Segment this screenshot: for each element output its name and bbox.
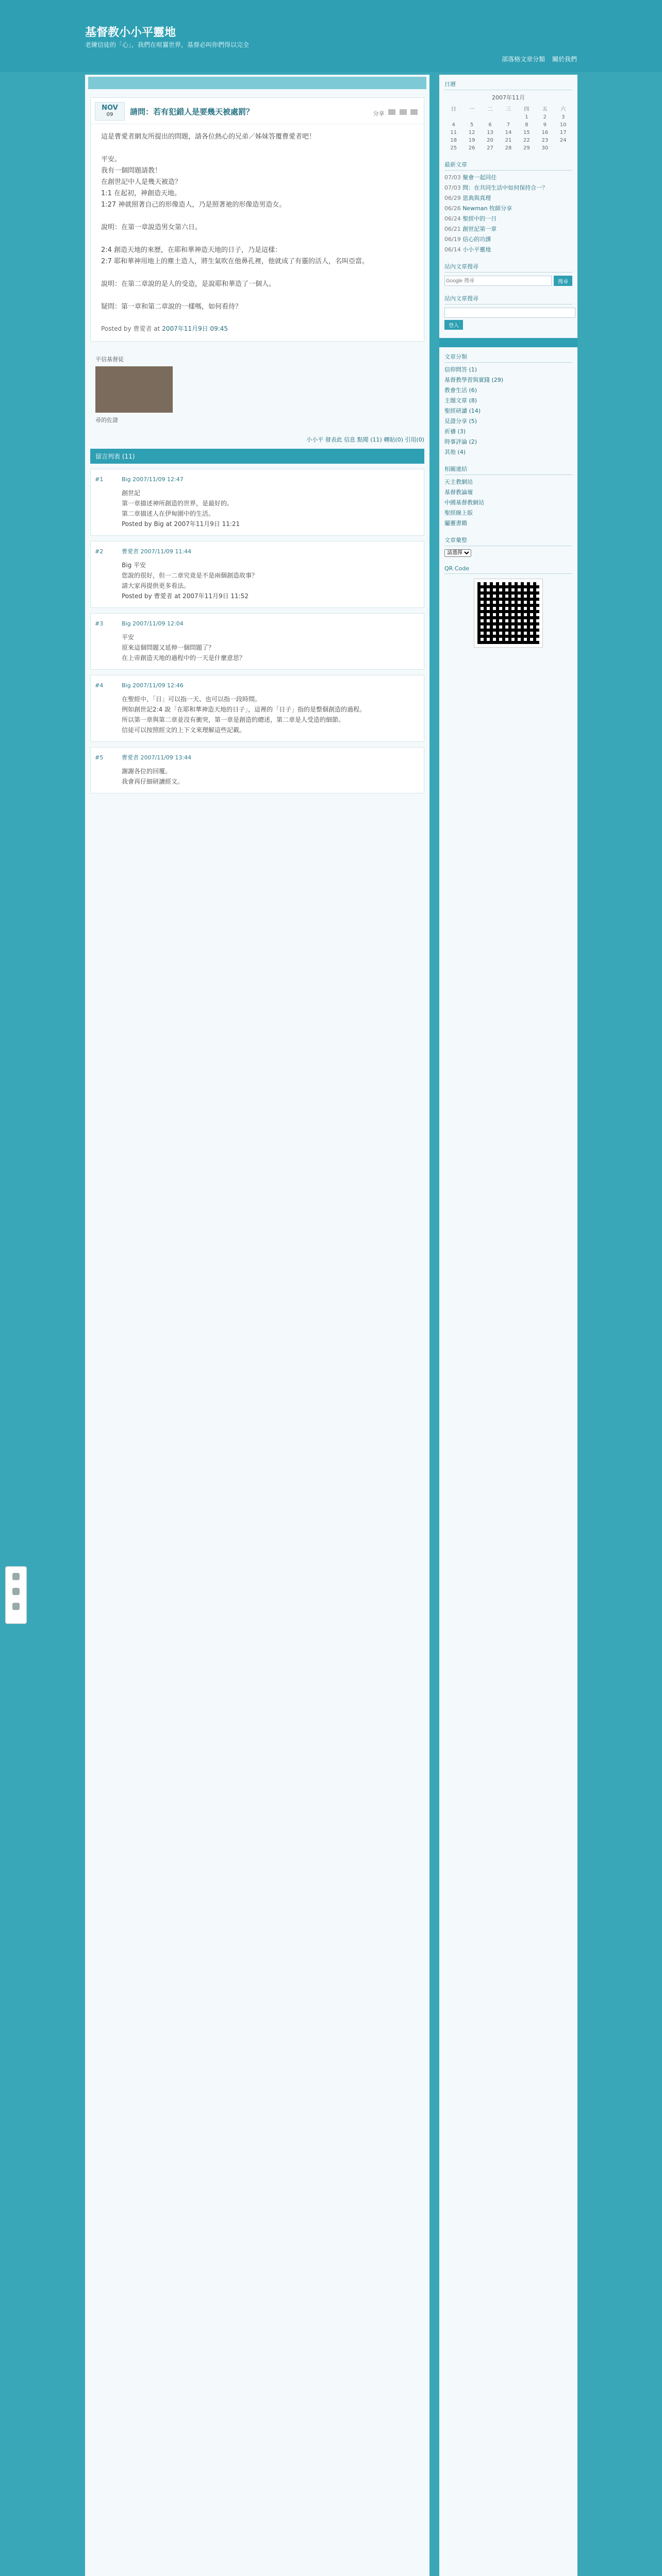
calendar-day[interactable] [462,113,481,121]
calendar-day[interactable] [499,113,517,121]
comment-author[interactable]: Big [122,620,131,627]
post-footer [91,320,424,341]
comment-text: Big 平安 您說的很好，但一二章究竟是不是兩個創造故事？ 請大家再提供更多看法。 Posted by 曹愛者 at 2007年11月9日 11:52 [122,562,258,600]
sidebar [439,75,577,2576]
calendar-day[interactable]: 22 [523,138,530,143]
links-list [444,478,572,528]
site-title[interactable]: 基督教小小平靈地 [85,26,176,39]
login-title: 站內文章搜尋 [444,294,572,304]
calendar-day[interactable]: 9 [543,122,547,128]
comment-meta [122,547,418,557]
post-header [91,98,424,124]
recent-post-date: 06/26 [444,205,461,212]
recent-post-item[interactable] [444,215,572,223]
qr-code [474,579,542,647]
calendar-weekday: 二 [487,107,493,112]
links-title: 相關連結 [444,465,572,475]
calendar-day[interactable]: 21 [505,138,512,143]
calendar-title: 日曆 [444,80,572,90]
comment-meta [122,681,418,691]
share-bar [371,108,418,115]
site-description: 老練信徒的「心」，我們在喧囂世界，基督必叫你們得以完全 [85,41,250,48]
calendar-day[interactable]: 26 [468,145,475,151]
post-paragraph: 說明：在第一章說造男女第六日。 [101,224,202,231]
search-title: 站內文章搜尋 [444,262,572,273]
related-link[interactable]: 天主教網站 [444,479,473,485]
post-paragraph: 2:7 耶和華神用地上的塵土造人，將生氣吹在他鼻孔裡，他就成了有靈的活人，名叫亞當。 [101,258,369,265]
recent-post-title: 創世記第一章 [462,226,497,232]
calendar-day[interactable]: 11 [450,130,457,135]
comment-text: 在聖經中，「日」可以指一天、也可以指一段時間。 例如創世記2:4 說「在耶和華神造天地的日子」，這裡的「日子」指的是整個創造的過程。 所以第一章與第二章並沒有衝突，第一章是創造的總述，第二章是人受造的細節。 信徒可以按照經文的上下文來理解這些記載。 [122,696,366,734]
category-item[interactable]: 信仰問答 (1) [444,366,477,373]
comment [90,469,424,536]
comment-meta [122,619,418,629]
calendar-day[interactable] [444,113,462,121]
post-paragraph: 1:1 在起初，神創造天地。 [101,190,181,197]
author-name: 尋的佐證 [95,417,118,423]
comment-icon[interactable] [12,1588,20,1595]
post-paragraph: 2:4 創造天地的來歷，在耶和華神造天地的日子，乃是這樣： [101,246,282,254]
comment [90,541,424,608]
author-box [90,350,424,429]
related-link[interactable]: 中國基督教網站 [444,499,484,506]
calendar-weekday: 三 [505,107,511,112]
recent-posts-title: 最新文章 [444,160,572,171]
calendar-day[interactable]: 2 [543,114,547,120]
recent-post-item[interactable] [444,235,572,244]
calendar-day[interactable]: 20 [487,138,493,143]
author-title: 平信基督徒 [95,356,124,363]
comment [90,675,424,742]
twitter-icon[interactable] [400,109,407,115]
category-item[interactable]: 其他 (4) [444,449,466,455]
recent-posts-block [444,160,572,254]
search-block [444,262,572,286]
calendar-weekday: 六 [560,107,566,112]
categories-list [444,366,572,456]
main-column [85,75,429,2576]
comment-author[interactable]: 曹愛者 [122,754,139,761]
login-input[interactable] [444,308,575,318]
comment-time: 2007/11/09 12:47 [133,476,184,483]
header-link-categories[interactable]: 部落格文章分類 [502,56,545,63]
top-bar [88,77,426,89]
comment-meta [122,753,418,763]
calendar-day[interactable]: 4 [452,122,455,128]
calendar-day[interactable]: 23 [541,138,549,143]
archive-select[interactable] [444,549,471,557]
recent-post-title: 問：在共同生活中如何保持合一？ [462,184,548,191]
qr-title: QR Code [444,565,572,574]
category-item[interactable]: 教會生活 (6) [444,387,477,394]
comment [90,747,424,793]
calendar-weekday: 一 [469,107,475,112]
comment-meta [122,474,418,485]
recent-post-item[interactable] [444,205,572,213]
calendar-day[interactable]: 30 [541,145,549,151]
comment-number: #1 [95,476,104,483]
recent-post-title: 小小平靈地 [462,246,491,253]
calendar-day[interactable]: 5 [470,122,474,128]
recent-post-date: 06/21 [444,226,461,232]
post-date [95,102,125,121]
comment-time: 2007/11/09 12:46 [133,682,184,689]
recent-post-date: 07/03 [444,184,461,191]
recent-post-item[interactable] [444,246,572,254]
post-month: NOV [102,104,118,112]
recent-post-date: 06/14 [444,246,461,253]
facebook-icon[interactable] [388,109,395,115]
calendar-weekday: 五 [542,107,548,112]
calendar-day[interactable]: 1 [525,114,528,120]
categories-block [444,352,572,456]
recent-post-item[interactable] [444,225,572,233]
post-paragraph: 平安。 [101,156,122,163]
post-paragraph: 在創世記中人是幾天被造？ [101,178,182,186]
calendar-day[interactable]: 19 [468,138,475,143]
recent-post-item[interactable] [444,184,572,192]
post-title[interactable]: 請問：若有犯錯人是要幾天被處罰？ [130,107,254,116]
calendar-day[interactable]: 3 [561,114,565,120]
comment-number: #5 [95,754,104,761]
post-permalink[interactable]: 2007年11月9日 09:45 [162,325,228,332]
post-body [91,124,424,320]
recent-post-title: 聚會一起同住 [462,174,497,181]
category-item[interactable]: 時事評論 (2) [444,438,477,445]
calendar-day[interactable]: 29 [523,145,530,151]
comment-time: 2007/11/09 13:44 [140,754,192,761]
site-header [0,0,662,72]
category-item[interactable]: 祈禱 (3) [444,428,466,435]
comment-author[interactable]: Big [122,476,131,483]
comments-header: 留言列表 (11) [90,449,424,464]
comment-author[interactable]: Big [122,682,131,689]
calendar-day[interactable]: 17 [559,130,567,135]
comment-text: 創世記 第一章描述神所創造的世界，是最好的。 第二章描述人在伊甸園中的生活。 Posted by Big at 2007年11月9日 11:21 [122,489,240,528]
related-link[interactable]: 屬靈書籍 [444,520,467,527]
search-input[interactable] [444,276,552,286]
category-item[interactable]: 聖經研讀 (14) [444,408,481,414]
recent-post-item[interactable] [444,174,572,182]
calendar-day[interactable]: 28 [505,145,512,151]
floating-share-widget [5,1566,27,1624]
links-block [444,465,572,528]
categories-title: 文章分類 [444,352,572,363]
recent-post-date: 06/19 [444,236,461,243]
calendar-day[interactable]: 24 [559,138,567,143]
post-meta-links[interactable]: 小小平 發表此 信息 點閱 (11) 轉貼(0) 引用(0) [306,436,424,443]
calendar-day[interactable]: 14 [505,130,512,135]
calendar-day[interactable]: 10 [559,122,567,128]
recent-post-date: 07/03 [444,174,461,181]
comment [90,613,424,670]
comment-author[interactable]: 曹愛者 [122,548,139,555]
bookmark-icon[interactable] [12,1573,20,1580]
calendar-day[interactable]: 12 [468,130,475,135]
calendar-day[interactable]: 16 [541,130,549,135]
calendar-block [444,80,572,152]
post-paragraph: 說明：在第二章說的是人的受造，是說耶和華造了一個人。 [101,280,276,288]
category-item[interactable]: 見證分享 (5) [444,418,477,425]
recent-post-date: 06/29 [444,195,461,201]
comment-time: 2007/11/09 12:04 [133,620,184,627]
post-paragraph: 這是曹愛者網友所提出的問題，請各位熱心的兄弟／姊妹答覆曹愛者吧！ [101,133,316,141]
comment-text: 平安 原來這個問題又延伸一個問題了？ 在上帝創造天地的過程中的一天是什麼意思？ [122,634,246,662]
archive-block [444,536,572,557]
comment-text: 謝謝各位的回覆。 我會再仔細研讀經文。 [122,768,184,785]
calendar-day[interactable] [554,144,572,152]
post-day: 09 [106,112,113,117]
post-paragraph: 疑問：第一章和第二章說的一樣嗎，如何看待？ [101,303,242,311]
calendar-day[interactable]: 25 [450,145,457,151]
recent-post-item[interactable] [444,194,572,202]
share-label: 分享 [373,110,385,117]
recent-posts-list [444,174,572,254]
post-footer-prefix: Posted by 曹愛者 at [101,325,160,332]
calendar-month: 2007年11月 [492,94,525,101]
category-item[interactable]: 主題文章 (8) [444,397,477,404]
calendar-day[interactable]: 13 [487,130,493,135]
login-button[interactable]: 登入 [444,320,463,330]
recent-post-title: 恩典與真理 [462,195,491,201]
related-link[interactable]: 基督教論壇 [444,489,473,496]
recent-post-title: 信心的功課 [462,236,491,243]
calendar-day[interactable]: 15 [523,130,530,135]
calendar-day[interactable]: 6 [488,122,492,128]
avatar[interactable] [95,366,173,413]
calendar-weekday: 日 [451,107,456,112]
recent-post-date: 06/24 [444,215,461,222]
recent-post-title: 聖經中的一日 [462,215,497,222]
calendar-days [444,113,572,152]
comment-number: #2 [95,548,104,555]
login-block [444,294,572,330]
calendar-day[interactable]: 8 [525,122,528,128]
search-button[interactable]: 搜尋 [554,276,572,286]
comments-list [85,469,429,793]
calendar-day[interactable]: 7 [506,122,510,128]
calendar-weekday: 四 [524,107,529,112]
comment-number: #4 [95,682,104,689]
share-icon[interactable] [12,1603,20,1610]
qr-block [444,565,572,647]
calendar-day[interactable] [481,113,499,121]
post-paragraph: 1:27 神就照著自己的形像造人，乃是照著祂的形像造男造女。 [101,201,286,209]
blog-post [90,97,424,342]
comment-time: 2007/11/09 11:44 [140,548,192,555]
header-links [496,55,577,63]
search-row [444,276,572,286]
header-link-about[interactable]: 關於我們 [552,56,577,63]
calendar-day[interactable]: 27 [487,145,493,151]
calendar [444,104,572,113]
category-item[interactable]: 基督教學習與實踐 (29) [444,377,504,383]
calendar-day[interactable]: 18 [450,138,457,143]
archive-title: 文章彙整 [444,536,572,546]
plurk-icon[interactable] [410,109,418,115]
recent-post-title: Newman 牧師分享 [462,205,512,212]
sidebar-divider [439,338,577,347]
related-link[interactable]: 聖經線上版 [444,510,473,516]
post-paragraph: 我有一個問題請教！ [101,167,162,175]
comment-number: #3 [95,620,104,627]
